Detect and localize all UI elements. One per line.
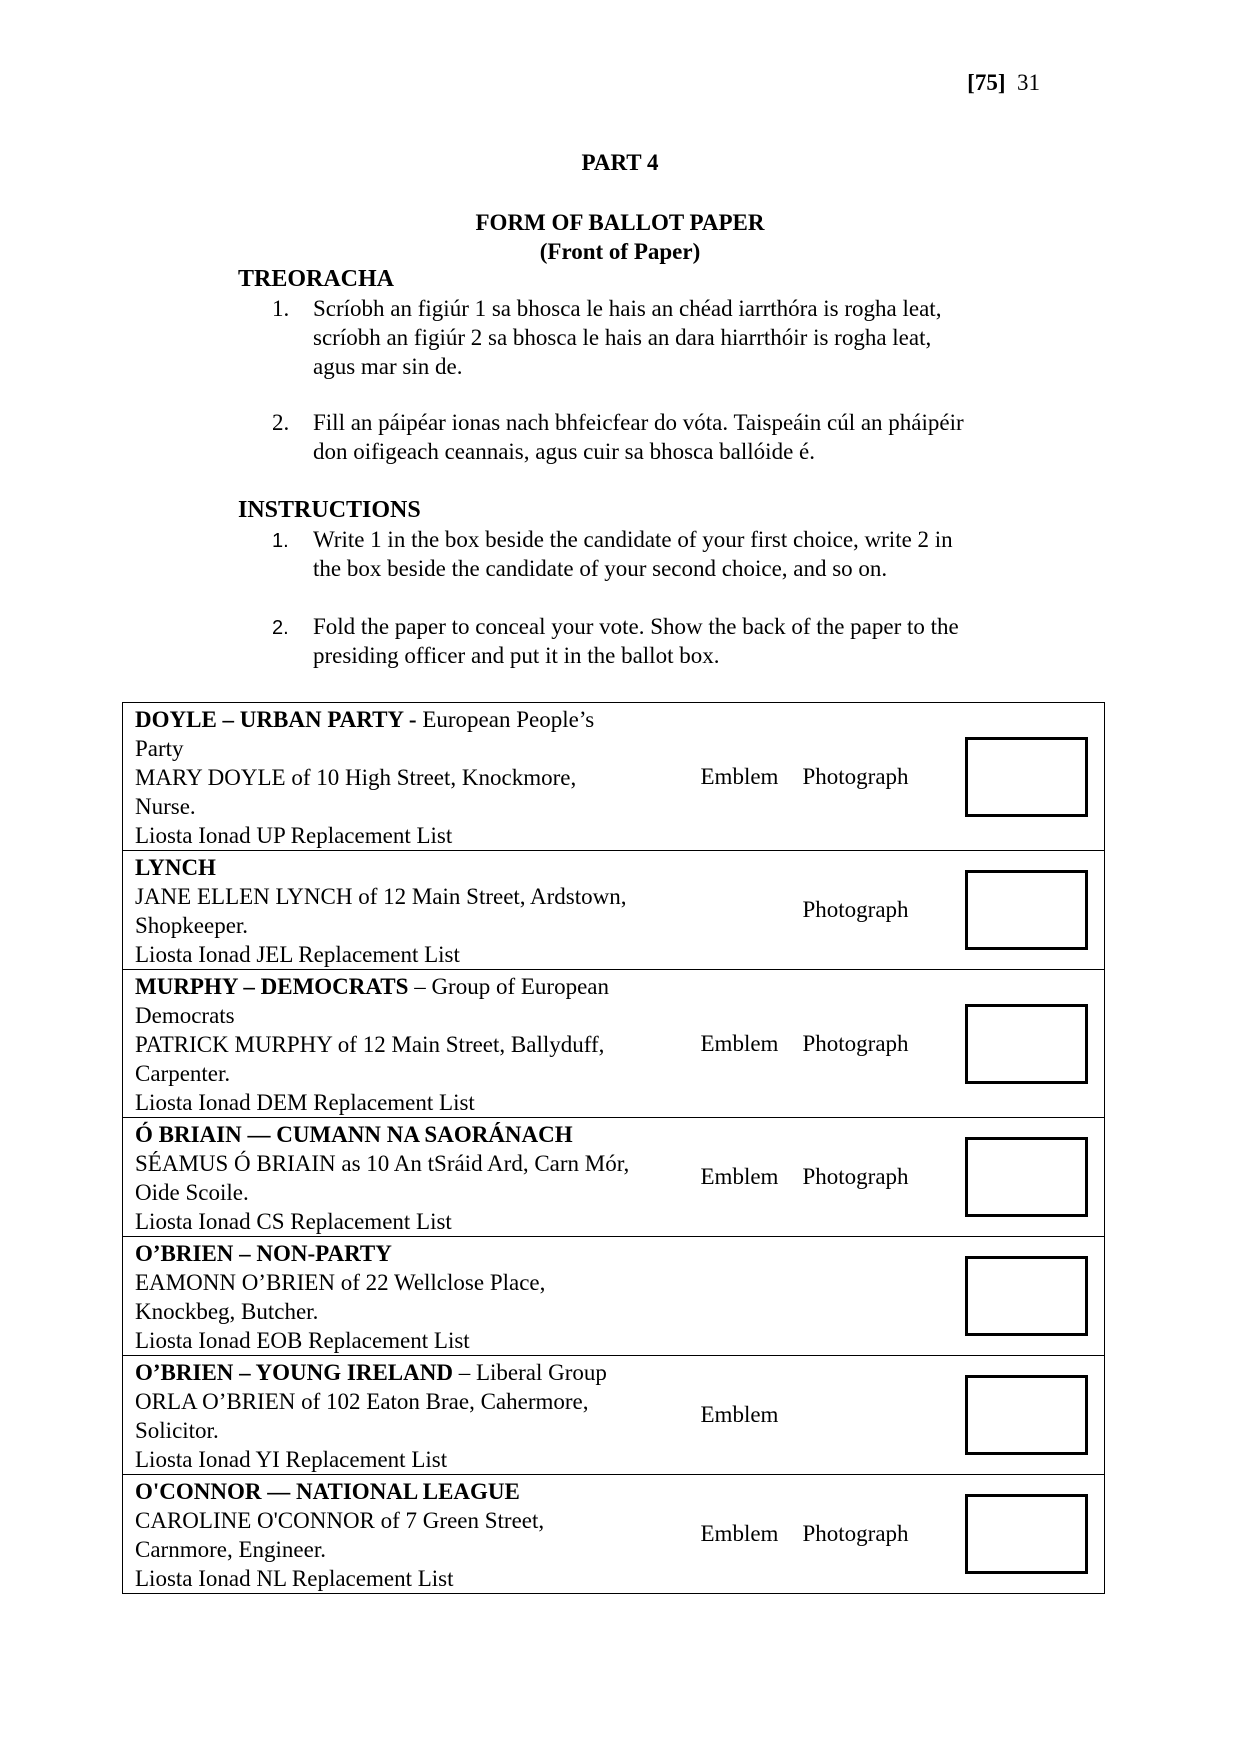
candidate-line: Liosta Ionad EOB Replacement List [135, 1328, 470, 1353]
candidate-details [123, 1118, 695, 1237]
photograph-cell [803, 1356, 949, 1475]
candidate-row [123, 1237, 1105, 1356]
form-title-block [0, 208, 1240, 266]
candidate-party-group: European People’s [416, 707, 595, 732]
photograph-cell: Photograph [803, 1118, 949, 1237]
vote-box[interactable] [965, 1494, 1088, 1574]
candidate-line: Liosta Ionad JEL Replacement List [135, 942, 460, 967]
candidate-party-name: DOYLE – URBAN PARTY - [135, 707, 417, 732]
photograph-cell: Photograph [803, 851, 949, 970]
candidate-line: Liosta Ionad DEM Replacement List [135, 1090, 475, 1115]
candidate-line: PATRICK MURPHY of 12 Main Street, Ballyduff, [135, 1032, 605, 1057]
instruction-line: the box beside the candidate of your second choice, and so on. [313, 556, 888, 581]
candidate-line: Party [135, 736, 184, 761]
page-number-bold: [75] [967, 70, 1006, 95]
candidate-line: Knockbeg, Butcher. [135, 1299, 319, 1324]
candidate-line: MARY DOYLE of 10 High Street, Knockmore, [135, 765, 577, 790]
vote-box-cell [949, 970, 1105, 1118]
candidate-party-name: O'CONNOR — NATIONAL LEAGUE [135, 1479, 520, 1504]
candidate-line: Shopkeeper. [135, 913, 249, 938]
candidate-line: Liosta Ionad CS Replacement List [135, 1209, 452, 1234]
candidate-details [123, 1475, 695, 1594]
vote-box-cell [949, 851, 1105, 970]
irish-heading: TREORACHA [238, 266, 395, 292]
candidate-party-name: Ó BRIAIN — CUMANN NA SAORÁNACH [135, 1122, 573, 1147]
candidate-details [123, 970, 695, 1118]
candidate-row [123, 1356, 1105, 1475]
instruction-line: Write 1 in the box beside the candidate of your first choice, write 2 in [313, 527, 953, 552]
english-heading: INSTRUCTIONS [238, 497, 421, 523]
candidate-row [123, 1118, 1105, 1237]
form-subtitle: (Front of Paper) [539, 239, 701, 264]
candidate-line: ORLA O’BRIEN of 102 Eaton Brae, Cahermore, [135, 1389, 589, 1414]
candidate-details [123, 851, 695, 970]
candidate-party-group: – Liberal Group [452, 1360, 607, 1385]
candidate-line: CAROLINE O'CONNOR of 7 Green Street, [135, 1508, 545, 1533]
candidate-line: EAMONN O’BRIEN of 22 Wellclose Place, [135, 1270, 546, 1295]
instruction-line: don oifigeach ceannais, agus cuir sa bhosca ballóide é. [313, 439, 815, 464]
candidate-line: Solicitor. [135, 1418, 219, 1443]
candidate-details [123, 1356, 695, 1475]
vote-box[interactable] [965, 1256, 1088, 1336]
candidate-row [123, 1475, 1105, 1594]
photograph-cell: Photograph [803, 703, 949, 851]
candidate-party-name: LYNCH [135, 855, 216, 880]
vote-box[interactable] [965, 1137, 1088, 1217]
instruction-line: agus mar sin de. [313, 354, 463, 379]
vote-box[interactable] [965, 1004, 1088, 1084]
emblem-cell: Emblem [695, 1356, 803, 1475]
vote-box-cell [949, 703, 1105, 851]
instruction-line: Fill an páipéar ionas nach bhfeicfear do vóta. Taispeáin cúl an pháipéir [313, 410, 964, 435]
emblem-cell: Emblem [695, 1475, 803, 1594]
emblem-cell: Emblem [695, 703, 803, 851]
candidate-line: Oide Scoile. [135, 1180, 249, 1205]
emblem-cell: Emblem [695, 1118, 803, 1237]
photograph-cell [803, 1237, 949, 1356]
list-number: 2. [272, 617, 289, 639]
instruction-line: scríobh an figiúr 2 sa bhosca le hais an dara hiarrthóir is rogha leat, [313, 325, 932, 350]
vote-box[interactable] [965, 1375, 1088, 1455]
candidate-line: Carpenter. [135, 1061, 231, 1086]
candidate-line: Liosta Ionad YI Replacement List [135, 1447, 448, 1472]
candidate-row [123, 970, 1105, 1118]
emblem-cell [695, 1237, 803, 1356]
ballot-table [122, 702, 1105, 1594]
candidate-details [123, 1237, 695, 1356]
part-title: PART 4 [581, 150, 659, 175]
instruction-line: Scríobh an figiúr 1 sa bhosca le hais an chéad iarrthóra is rogha leat, [313, 296, 942, 321]
candidate-row [123, 851, 1105, 970]
list-number: 1. [272, 530, 289, 552]
form-title: FORM OF BALLOT PAPER [475, 210, 765, 235]
vote-box[interactable] [965, 870, 1088, 950]
emblem-cell: Emblem [695, 970, 803, 1118]
candidate-line: Liosta Ionad UP Replacement List [135, 823, 453, 848]
page-number [880, 70, 1040, 96]
list-number: 1. [272, 296, 290, 321]
candidate-line: Liosta Ionad NL Replacement List [135, 1566, 454, 1591]
instruction-line: Fold the paper to conceal your vote. Show the back of the paper to the [313, 614, 959, 639]
candidate-party-group: – Group of European [408, 974, 609, 999]
candidate-line: Democrats [135, 1003, 235, 1028]
vote-box[interactable] [965, 737, 1088, 817]
candidate-line: Carnmore, Engineer. [135, 1537, 326, 1562]
vote-box-cell [949, 1237, 1105, 1356]
page-number-plain: 31 [1017, 70, 1040, 95]
candidate-line: JANE ELLEN LYNCH of 12 Main Street, Ardstown, [135, 884, 627, 909]
photograph-cell: Photograph [803, 1475, 949, 1594]
vote-box-cell [949, 1118, 1105, 1237]
list-number: 2. [272, 410, 290, 435]
vote-box-cell [949, 1356, 1105, 1475]
instruction-line: presiding officer and put it in the ballot box. [313, 643, 720, 668]
candidate-party-name: O’BRIEN – NON-PARTY [135, 1241, 392, 1266]
candidate-party-name: O’BRIEN – YOUNG IRELAND [135, 1360, 453, 1385]
vote-box-cell [949, 1475, 1105, 1594]
photograph-cell: Photograph [803, 970, 949, 1118]
candidate-line: Nurse. [135, 794, 196, 819]
candidate-row [123, 703, 1105, 851]
candidate-line: SÉAMUS Ó BRIAIN as 10 An tSráid Ard, Carn Mór, [135, 1151, 630, 1176]
emblem-cell [695, 851, 803, 970]
candidate-details [123, 703, 695, 851]
candidate-party-name: MURPHY – DEMOCRATS [135, 974, 409, 999]
